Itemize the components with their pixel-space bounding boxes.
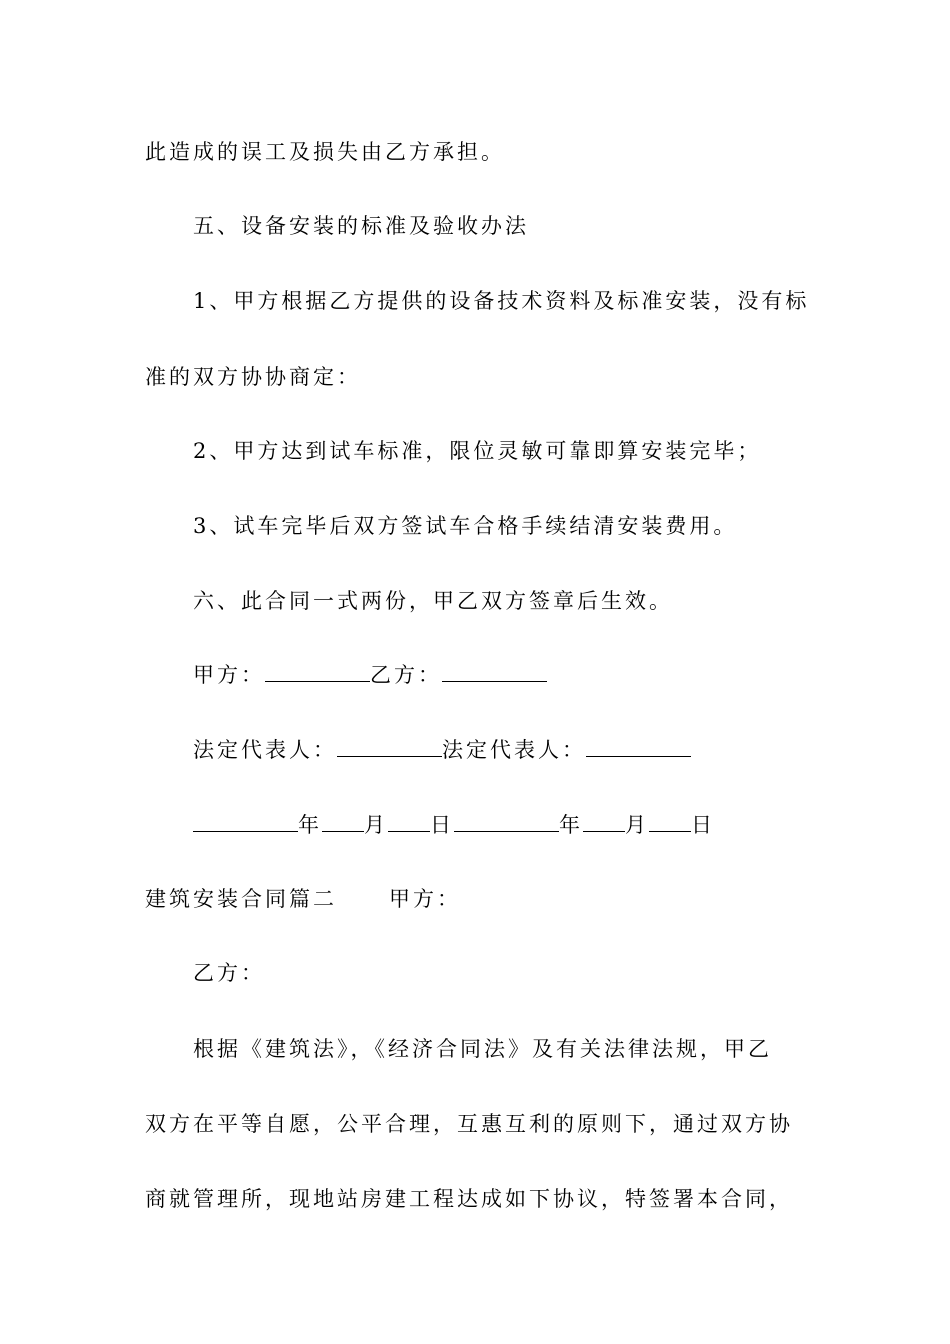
party-a-label: 甲方： [389,887,461,911]
year-label: 年 [559,813,583,837]
party-a-sign-blank [265,661,370,682]
text-line: 3、试车完毕后双方签试车合格手续结清安装费用。 [193,514,738,538]
party-b-rep-blank [586,736,691,757]
day-label: 日 [691,813,715,837]
month-label: 月 [625,813,649,837]
section-heading-6: 六、此合同一式两份，甲乙双方签章后生效。 [193,589,673,613]
year-blank-a [193,811,298,832]
month-label: 月 [364,813,388,837]
day-label: 日 [430,813,454,837]
day-blank-a [388,811,430,832]
text-line: 此造成的误工及损失由乙方承担。 [145,140,505,164]
year-label: 年 [298,813,322,837]
date-line [193,810,715,840]
party-b-sign-label: 乙方： [370,663,442,687]
party-a-sign-label: 甲方： [193,663,265,687]
party-a-rep-blank [337,736,442,757]
text-line: 2、甲方达到试车标准，限位灵敏可靠即算安装完毕； [193,439,762,463]
month-blank-b [583,811,625,832]
signature-parties-line [193,660,547,690]
party-b-rep-label: 法定代表人： [442,738,586,762]
party-b-label: 乙方： [193,961,265,985]
party-b-sign-blank [442,661,547,682]
section-title-line [145,884,461,914]
text-line: 1、甲方根据乙方提供的设备技术资料及标准安装，没有标 [193,289,810,313]
representative-line [193,735,691,765]
text-line: 商就管理所，现地站房建工程达成如下协议，特签署本合同， [145,1187,793,1211]
section-title: 建筑安装合同篇二 [145,887,337,911]
text-line: 双方在平等自愿，公平合理，互惠互利的原则下，通过双方协 [145,1112,793,1136]
month-blank-a [322,811,364,832]
year-blank-b [454,811,559,832]
text-line: 根据《建筑法》，《经济合同法》及有关法律法规，甲乙 [193,1037,772,1061]
party-a-rep-label: 法定代表人： [193,738,337,762]
text-line: 准的双方协协商定： [145,365,361,389]
day-blank-b [649,811,691,832]
section-heading-5: 五、设备安装的标准及验收办法 [193,214,529,238]
